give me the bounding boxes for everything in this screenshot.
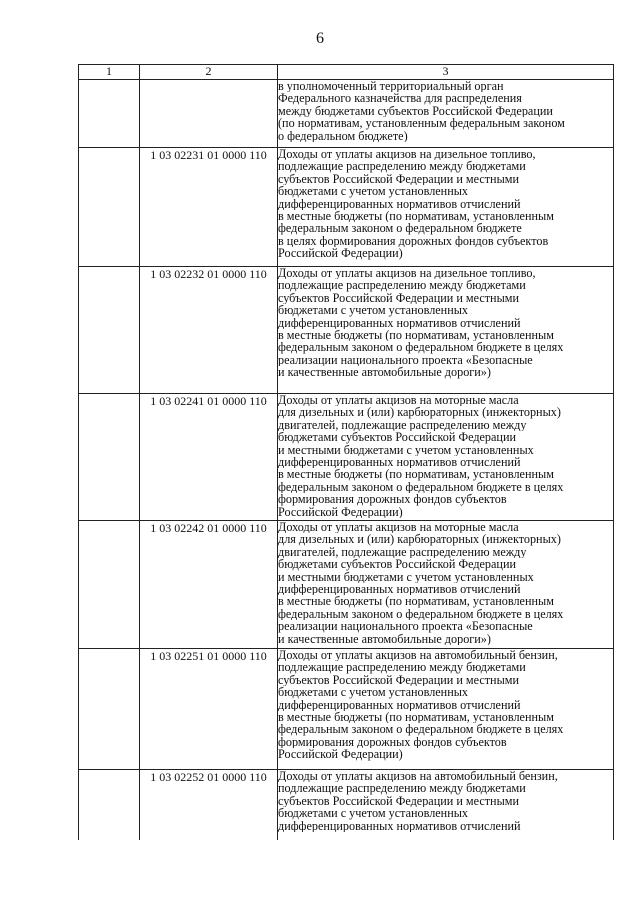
description-line: бюджетами субъектов Российской Федерации (278, 431, 516, 444)
description-line: Доходы от уплаты акцизов на моторные масла (278, 394, 519, 407)
description-line: дифференцированных нормативов отчислений (278, 316, 521, 330)
description-line: реализации национального проекта «Безопасные (278, 353, 533, 367)
description-line: реализации национального проекта «Безопасные (278, 620, 533, 633)
empty-cell (79, 649, 140, 770)
column-header-1: 1 (79, 65, 140, 80)
empty-cell (79, 267, 140, 394)
description-line: субъектов Российской Федерации и местными (278, 291, 519, 305)
table-row (79, 521, 614, 649)
description-line: бюджетами с учетом установленных (278, 185, 469, 198)
empty-cell (79, 770, 140, 841)
description-line: двигателей, подлежащие распределению между (278, 418, 527, 432)
description-line: и местными бюджетами с учетом установленных (278, 570, 534, 584)
description-cell (278, 521, 614, 649)
description-line: в местные бюджеты (по нормативам, установленным (278, 329, 554, 342)
description-line: подлежащие распределению между бюджетами (278, 160, 526, 173)
description-line: федеральным законом о федеральном бюджете в целях (278, 607, 564, 621)
description-line: Доходы от уплаты акцизов на дизельное топливо, (278, 148, 536, 161)
description-line: (по нормативам, установленным федеральным законом (278, 117, 565, 130)
description-line: дифференцированных нормативов отчислений (278, 197, 521, 211)
code-cell (140, 80, 278, 148)
code-cell: 1 03 02242 01 0000 110 (140, 521, 278, 649)
description-line: в местные бюджеты (по нормативам, установленным (278, 595, 554, 608)
description-line: субъектов Российской Федерации и местными (278, 673, 519, 687)
description-line: бюджетами с учетом установленных (278, 807, 469, 820)
description-line: Доходы от уплаты акцизов на дизельное топливо, (278, 267, 536, 280)
description-line: дифференцированных нормативов отчислений (278, 456, 521, 469)
description-line: и качественные автомобильные дороги») (278, 366, 491, 379)
description-line: между бюджетами субъектов Российской Федерации (278, 104, 553, 118)
description-line: в местные бюджеты (по нормативам, установленным (278, 711, 554, 724)
description-line: Федерального казначейства для распределения (278, 92, 522, 105)
empty-cell (79, 80, 140, 148)
description-line: субъектов Российской Федерации и местными (278, 172, 519, 186)
description-cell (278, 80, 614, 148)
description-cell (278, 394, 614, 521)
table-row (79, 770, 614, 841)
description-line: бюджетами с учетом установленных (278, 304, 469, 317)
description-line: федеральным законом о федеральном бюджете в целях (278, 341, 564, 354)
description-line: Доходы от уплаты акцизов на автомобильный бензин, (278, 770, 558, 783)
description-line: Доходы от уплаты акцизов на моторные масла (278, 521, 519, 534)
description-line: и местными бюджетами с учетом установленных (278, 443, 534, 457)
description-line: дифференцированных нормативов отчислений (278, 819, 521, 833)
empty-cell (79, 521, 140, 649)
empty-cell (79, 148, 140, 267)
table-row (79, 267, 614, 394)
column-header-3: 3 (278, 65, 614, 80)
description-line: для дизельных и (или) карбюраторных (инжекторных) (278, 533, 561, 546)
table-row (79, 80, 614, 148)
description-line: двигателей, подлежащие распределению между (278, 545, 527, 559)
description-line: подлежащие распределению между бюджетами (278, 661, 526, 674)
code-cell: 1 03 02232 01 0000 110 (140, 267, 278, 394)
description-line: формирования дорожных фондов субъектов (278, 493, 507, 506)
description-line: Доходы от уплаты акцизов на автомобильный бензин, (278, 649, 558, 662)
description-line: в целях формирования дорожных фондов субъектов (278, 234, 549, 248)
description-line: федеральным законом о федеральном бюджете в целях (278, 723, 564, 736)
description-line: дифференцированных нормативов отчислений (278, 583, 521, 596)
page-number: 6 (316, 30, 324, 47)
description-line: Российской Федерации) (278, 505, 403, 519)
description-line: в местные бюджеты (по нормативам, установленным (278, 468, 554, 481)
description-line: Российской Федерации) (278, 748, 403, 761)
table-row (79, 394, 614, 521)
description-line: федеральным законом о федеральном бюджете в целях (278, 480, 564, 494)
code-cell: 1 03 02251 01 0000 110 (140, 649, 278, 770)
code-cell: 1 03 02252 01 0000 110 (140, 770, 278, 841)
description-line: о федеральном бюджете) (278, 129, 408, 143)
description-cell (278, 148, 614, 267)
empty-cell (79, 394, 140, 521)
description-line: дифференцированных нормативов отчислений (278, 698, 521, 712)
description-line: субъектов Российской Федерации и местными (278, 794, 519, 808)
description-line: подлежащие распределению между бюджетами (278, 782, 526, 795)
description-cell (278, 649, 614, 770)
description-line: в местные бюджеты (по нормативам, установленным (278, 210, 554, 223)
description-cell (278, 267, 614, 394)
description-line: Российской Федерации) (278, 247, 403, 260)
code-cell: 1 03 02231 01 0000 110 (140, 148, 278, 267)
description-cell (278, 770, 614, 841)
table-header-row (79, 65, 614, 80)
description-line: и качественные автомобильные дороги») (278, 632, 491, 646)
description-line: федеральным законом о федеральном бюджете (278, 222, 522, 235)
budget-classification-table (78, 64, 614, 840)
table-row (79, 649, 614, 770)
description-line: бюджетами субъектов Российской Федерации (278, 558, 516, 571)
column-header-2: 2 (140, 65, 278, 80)
code-cell: 1 03 02241 01 0000 110 (140, 394, 278, 521)
description-line: формирования дорожных фондов субъектов (278, 735, 507, 749)
description-line: в уполномоченный территориальный орган (278, 80, 504, 93)
description-line: для дизельных и (или) карбюраторных (инжекторных) (278, 406, 561, 419)
description-line: подлежащие распределению между бюджетами (278, 279, 526, 292)
table-row (79, 148, 614, 267)
description-line: бюджетами с учетом установленных (278, 686, 469, 699)
